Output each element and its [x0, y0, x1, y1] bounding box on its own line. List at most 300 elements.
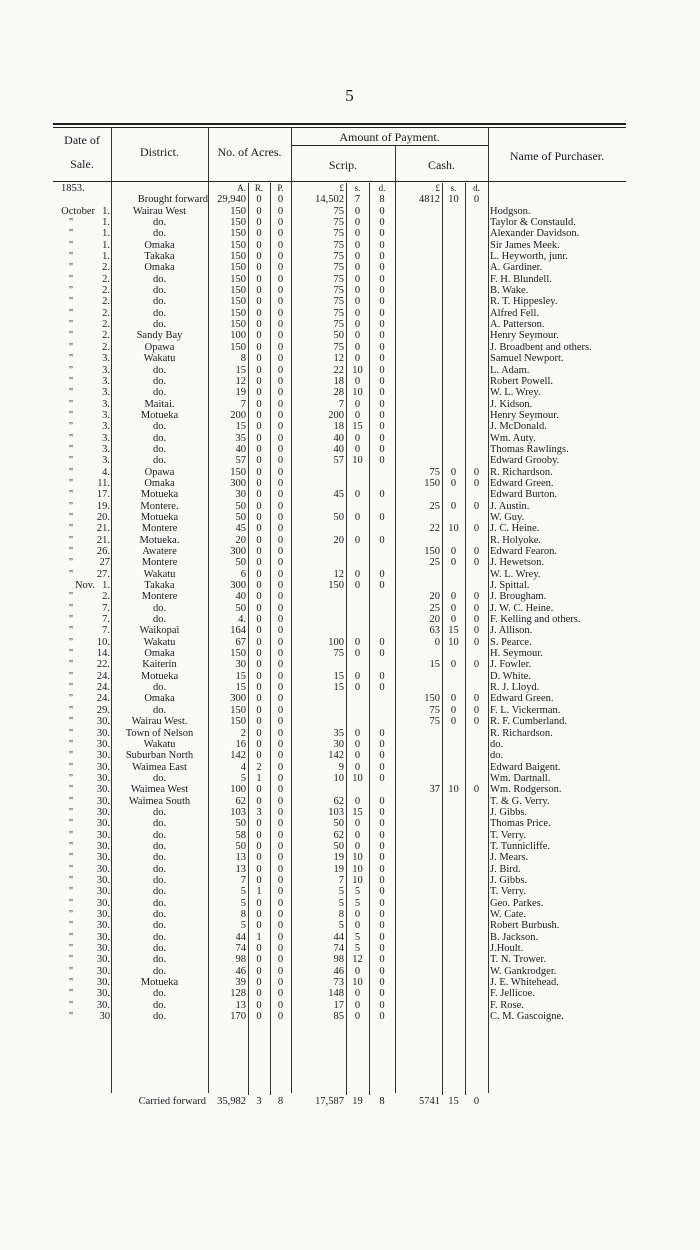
day-cell: 4.	[102, 466, 110, 478]
month-cell: "	[68, 534, 74, 546]
scrip-shillings-cell: 0	[354, 965, 361, 977]
scrip-pounds-cell: 75	[333, 217, 344, 229]
cash-pence-cell: 0	[473, 194, 480, 206]
scrip-shillings-cell: 0	[354, 568, 361, 580]
cash-pounds-cell: 20	[429, 591, 440, 603]
scrip-pence-cell: 0	[379, 1011, 385, 1023]
roods-cell: 0	[256, 1011, 262, 1023]
cash-leader-dots	[397, 376, 486, 387]
purchaser-cell: J. E. Whitehead.	[490, 977, 559, 989]
cash-pence-cell: 0	[473, 716, 480, 728]
perches-cell: 0	[277, 353, 284, 365]
district-cell: Omaka	[144, 239, 175, 251]
roods-cell: 0	[256, 727, 262, 739]
scrip-shillings-cell: 0	[354, 262, 361, 274]
acres-cell: 15	[235, 421, 246, 433]
acres-cell: 62	[235, 795, 246, 807]
acres-cell: 150	[230, 285, 246, 297]
perches-cell: 0	[277, 909, 284, 920]
roods-cell: 0	[256, 648, 262, 660]
day-cell: 30.	[96, 840, 110, 852]
month-cell: "	[68, 920, 74, 932]
perches-cell: 0	[277, 375, 284, 387]
scrip-pounds-cell: 148	[328, 988, 344, 1000]
ledger-row	[53, 682, 626, 693]
day-cell: 1.	[102, 239, 110, 251]
ledger-row	[53, 637, 626, 648]
scrip-pounds-cell: 30	[333, 738, 344, 750]
district-cell: Brought forward	[137, 194, 208, 206]
day-cell: 30.	[96, 965, 110, 977]
scrip-pounds-cell: 40	[333, 443, 344, 455]
acres-cell: 40	[235, 591, 246, 603]
district-cell: do.	[152, 704, 167, 716]
roods-cell: 0	[256, 375, 262, 387]
district-cell: do.	[152, 954, 167, 966]
cash-leader-dots	[397, 1011, 486, 1022]
perches-cell: 0	[277, 738, 284, 750]
month-cell: "	[68, 795, 74, 807]
month-cell: "	[68, 977, 74, 989]
month-cell: "	[68, 466, 74, 478]
roods-cell: 0	[256, 670, 262, 682]
scrip-pounds-cell: 50	[333, 330, 344, 342]
acres-cell: 5	[240, 897, 246, 909]
scrip-pounds-cell: 50	[333, 511, 344, 523]
cash-shillings-cell: 0	[450, 546, 457, 557]
month-cell: "	[68, 477, 74, 489]
cash-leader-dots	[397, 330, 486, 341]
roods-cell: 0	[256, 307, 262, 319]
cash-shillings-cell: 10	[448, 523, 459, 535]
ledger-row	[53, 308, 626, 319]
month-cell: "	[68, 239, 74, 251]
month-cell: "	[68, 217, 74, 229]
scrip-shillings-cell: 5	[354, 886, 361, 898]
district-cell: Maitai.	[144, 398, 175, 410]
district-cell: do.	[152, 1011, 167, 1023]
day-cell: 30.	[96, 795, 110, 807]
day-cell: 24.	[96, 682, 110, 694]
purchaser-cell: do.	[490, 738, 504, 750]
purchaser-cell: F. Rose.	[490, 999, 524, 1011]
roods-cell: 0	[256, 943, 262, 955]
purchaser-cell: Alfred Fell.	[490, 307, 539, 319]
purchaser-cell: T. N. Trower.	[490, 954, 547, 966]
month-cell: "	[68, 262, 74, 274]
purchaser-cell: Wm. Rodgerson.	[490, 784, 562, 796]
acres-cell: 6	[240, 568, 246, 580]
scrip-pounds-cell: 7	[338, 874, 344, 886]
month-cell: "	[68, 784, 74, 796]
scrip-leader-dots	[293, 501, 393, 512]
scrip-pence-cell: 0	[379, 954, 385, 966]
day-cell: 7.	[102, 625, 110, 637]
purchaser-cell: J. McDonald.	[490, 421, 547, 433]
ledger-row	[53, 251, 626, 262]
district-cell: do.	[152, 387, 167, 399]
scrip-pence-cell: 0	[379, 375, 385, 387]
ledger-row	[53, 625, 626, 636]
scrip-pounds-cell: 75	[333, 296, 344, 308]
acres-cell: 150	[230, 466, 246, 478]
scrip-shillings-cell: 0	[354, 330, 361, 342]
month-cell: "	[68, 273, 74, 285]
acres-cell: 7	[240, 874, 246, 886]
cash-leader-dots	[397, 489, 486, 500]
purchaser-cell: W. Cate.	[490, 909, 527, 920]
purchaser-cell: Samuel Newport.	[490, 353, 564, 365]
scrip-shillings-cell: 0	[354, 432, 361, 444]
scrip-shillings-cell: 10	[352, 852, 363, 864]
roods-cell: 0	[256, 443, 262, 455]
district-cell: Montere	[141, 523, 178, 535]
roods-cell: 0	[256, 818, 262, 830]
scrip-shillings-cell: 0	[354, 534, 361, 546]
scrip-pence-cell: 0	[379, 511, 385, 523]
district-cell: do.	[152, 806, 167, 818]
scrip-shillings-cell: 0	[354, 988, 361, 1000]
scrip-pounds-cell: 75	[333, 228, 344, 240]
month-cell: "	[68, 319, 74, 331]
cash-leader-dots	[397, 909, 486, 920]
scrip-pence-cell: 0	[379, 840, 385, 852]
perches-cell: 0	[277, 387, 284, 399]
ledger-row	[53, 830, 626, 841]
perches-cell: 0	[277, 772, 284, 784]
month-cell: "	[68, 772, 74, 784]
day-cell: 24.	[96, 693, 110, 705]
roods-cell: 0	[256, 977, 262, 989]
day-cell: 21.	[96, 534, 110, 546]
scrip-pounds-cell: 75	[333, 319, 344, 331]
cash-leader-dots	[397, 682, 486, 693]
scrip-shillings-cell: 10	[352, 977, 363, 989]
payment-subheader-rule	[291, 145, 488, 146]
scrip-shillings-cell: 0	[354, 636, 361, 648]
roods-cell: 0	[256, 614, 262, 626]
acres-cell: 7	[240, 398, 246, 410]
scrip-pounds-cell: 17	[333, 999, 344, 1011]
perches-cell: 0	[277, 409, 284, 421]
roods-cell: 0	[256, 364, 262, 376]
scrip-shillings-cell: 0	[354, 239, 361, 251]
day-cell: 30.	[96, 886, 110, 898]
day-cell: 29.	[96, 704, 110, 716]
purchaser-cell: Taylor & Constauld.	[490, 217, 576, 229]
month-cell: "	[68, 568, 74, 580]
scrip-pence-cell: 0	[379, 387, 385, 399]
ledger-row	[53, 206, 626, 217]
scrip-shillings-cell: 0	[354, 251, 361, 263]
district-cell: Omaka	[144, 648, 175, 660]
purchaser-cell: Robert Powell.	[490, 375, 553, 387]
cash-pence-cell: 0	[473, 477, 480, 489]
ledger-row	[53, 796, 626, 807]
district-cell: Wairau West.	[131, 716, 188, 728]
day-cell: 30.	[96, 806, 110, 818]
cash-shillings-cell: 10	[448, 194, 459, 206]
scrip-shillings-cell: 10	[352, 772, 363, 784]
scrip-shillings-cell: 0	[354, 296, 361, 308]
day-cell: 30.	[96, 954, 110, 966]
scrip-shillings-cell: 0	[354, 727, 361, 739]
roods-cell: 0	[256, 840, 262, 852]
district-cell: Omaka	[144, 693, 175, 705]
cash-leader-dots	[397, 444, 486, 455]
acres-cell: 46	[235, 965, 246, 977]
carried-cash-pounds: 5741	[419, 1096, 440, 1107]
acres-cell: 19	[235, 387, 246, 399]
acres-cell: 100	[230, 784, 246, 796]
scrip-shillings-cell: 0	[354, 682, 361, 694]
roods-cell: 0	[256, 795, 262, 807]
acres-cell: 50	[235, 557, 246, 569]
cash-leader-dots	[397, 274, 486, 285]
header-cash: Cash.	[428, 158, 455, 172]
cash-leader-dots	[397, 410, 486, 421]
district-cell: Omaka	[144, 477, 175, 489]
day-cell: 30.	[96, 863, 110, 875]
scrip-pounds-cell: 20	[333, 534, 344, 546]
ledger-row	[53, 762, 626, 773]
roods-cell: 0	[256, 863, 262, 875]
district-cell: Wairau West	[132, 205, 187, 217]
roods-cell: 0	[256, 738, 262, 750]
acres-cell: 300	[230, 546, 246, 557]
purchaser-cell: J. W. C. Heine.	[490, 602, 554, 614]
scrip-pounds-cell: 57	[333, 455, 344, 467]
perches-cell: 0	[277, 557, 284, 569]
roods-cell: 0	[256, 568, 262, 580]
scrip-pence-cell: 0	[379, 489, 385, 501]
scrip-pence-cell: 0	[379, 239, 385, 251]
cash-shillings-cell: 0	[450, 704, 457, 716]
day-cell: 30.	[96, 829, 110, 841]
carried-perches: 8	[277, 1096, 284, 1107]
cash-leader-dots	[397, 1000, 486, 1011]
ledger-row	[53, 365, 626, 376]
scrip-pounds-cell: 200	[328, 409, 344, 421]
ledger-row	[53, 399, 626, 410]
perches-cell: 0	[277, 852, 284, 864]
scrip-pounds-cell: 12	[333, 568, 344, 580]
district-cell: do.	[152, 988, 167, 1000]
month-cell: "	[68, 909, 74, 920]
district-cell: Sandy Bay	[136, 330, 183, 342]
roods-cell: 0	[256, 409, 262, 421]
scrip-pence-cell: 0	[379, 273, 385, 285]
scrip-pence-cell: 0	[379, 568, 385, 580]
day-cell: 30.	[96, 818, 110, 830]
roods-cell: 0	[256, 988, 262, 1000]
perches-cell: 0	[277, 704, 284, 716]
roods-cell: 0	[256, 546, 262, 557]
scrip-pounds-cell: 75	[333, 341, 344, 353]
district-cell: do.	[152, 432, 167, 444]
district-cell: Takaka	[144, 251, 175, 263]
scrip-shillings-cell: 0	[354, 1011, 361, 1023]
roods-cell: 1	[256, 931, 262, 943]
ledger-row	[53, 988, 626, 999]
scrip-pence-cell: 0	[379, 330, 385, 342]
acres-cell: 40	[235, 443, 246, 455]
acres-cell: 50	[235, 818, 246, 830]
cash-leader-dots	[397, 206, 486, 217]
scrip-pounds-cell: 12	[333, 353, 344, 365]
purchaser-cell: F. H. Blundell.	[490, 273, 552, 285]
purchaser-cell: J. Brougham.	[490, 591, 547, 603]
ledger-row	[53, 705, 626, 716]
ledger-row	[53, 1000, 626, 1011]
district-cell: do.	[152, 296, 167, 308]
carried-scrip-pounds: 17,587	[315, 1096, 344, 1107]
scrip-leader-dots	[293, 716, 393, 727]
roods-cell: 0	[256, 682, 262, 694]
ledger-row	[53, 353, 626, 364]
acres-cell: 16	[235, 738, 246, 750]
scrip-pounds-cell: 18	[333, 375, 344, 387]
acres-cell: 4	[240, 761, 246, 773]
roods-cell: 0	[256, 580, 262, 592]
acres-cell: 150	[230, 648, 246, 660]
day-cell: 20.	[96, 511, 110, 523]
roods-cell: 0	[256, 750, 262, 762]
purchaser-cell: A. Gardiner.	[490, 262, 543, 274]
scrip-pence-cell: 0	[379, 364, 385, 376]
acres-cell: 150	[230, 716, 246, 728]
roods-cell: 0	[256, 874, 262, 886]
day-cell: 30.	[96, 897, 110, 909]
acres-cell: 30	[235, 659, 246, 671]
perches-cell: 0	[277, 443, 284, 455]
acres-cell: 50	[235, 500, 246, 512]
perches-cell: 0	[277, 602, 284, 614]
day-cell: 1.	[102, 228, 110, 240]
ledger-row	[53, 262, 626, 273]
perches-cell: 0	[277, 874, 284, 886]
acres-cell: 142	[230, 750, 246, 762]
month-cell: "	[68, 693, 74, 705]
acres-cell: 150	[230, 341, 246, 353]
roods-cell: 0	[256, 716, 262, 728]
cash-leader-dots	[397, 365, 486, 376]
district-cell: Wakatu	[143, 353, 176, 365]
cash-leader-dots	[397, 648, 486, 659]
ledger-row	[53, 319, 626, 330]
cash-leader-dots	[397, 285, 486, 296]
scrip-pence-cell: 0	[379, 806, 385, 818]
day-cell: 30.	[96, 920, 110, 932]
scrip-pence-cell: 0	[379, 670, 385, 682]
scrip-pounds-cell: 35	[333, 727, 344, 739]
month-cell: "	[68, 251, 74, 263]
roods-cell: 3	[256, 806, 262, 818]
cash-leader-dots	[397, 830, 486, 841]
scrip-shillings-cell: 0	[354, 818, 361, 830]
district-cell: do.	[152, 682, 167, 694]
ledger-row	[53, 546, 626, 557]
cash-pounds-cell: 75	[429, 466, 440, 478]
ledger-row	[53, 875, 626, 886]
scrip-shillings-cell: 0	[354, 750, 361, 762]
cash-shillings-cell: 0	[450, 716, 457, 728]
purchaser-cell: J. C. Heine.	[490, 523, 540, 535]
scrip-pence-cell: 0	[379, 886, 385, 898]
roods-cell: 0	[256, 239, 262, 251]
day-cell: 30.	[96, 750, 110, 762]
scrip-pounds-cell: 10	[333, 772, 344, 784]
roods-cell: 0	[256, 341, 262, 353]
district-cell: Montere	[141, 557, 178, 569]
acres-cell: 150	[230, 228, 246, 240]
roods-cell: 2	[256, 761, 262, 773]
cash-shillings-cell: 0	[450, 591, 457, 603]
perches-cell: 0	[277, 965, 284, 977]
perches-cell: 0	[277, 500, 284, 512]
day-cell: 22.	[96, 659, 110, 671]
scrip-pounds-cell: 100	[328, 636, 344, 648]
month-cell: Nov.	[74, 580, 95, 592]
day-cell: 2.	[102, 273, 110, 285]
carried-scrip-shillings: 19	[352, 1096, 363, 1107]
scrip-pounds-cell: 7	[338, 398, 344, 410]
perches-cell: 0	[277, 750, 284, 762]
perches-cell: 0	[277, 546, 284, 557]
unit-p: P.	[277, 183, 284, 193]
district-cell: do.	[152, 319, 167, 331]
unit-l1: £	[339, 183, 344, 193]
cash-leader-dots	[397, 898, 486, 909]
roods-cell: 0	[256, 704, 262, 716]
perches-cell: 0	[277, 251, 284, 263]
scrip-leader-dots	[293, 705, 393, 716]
day-cell: 10.	[96, 636, 110, 648]
month-cell: "	[68, 591, 74, 603]
district-cell: do.	[152, 364, 167, 376]
district-cell: Waimea South	[128, 795, 191, 807]
acres-cell: 103	[230, 806, 246, 818]
cash-leader-dots	[397, 399, 486, 410]
perches-cell: 0	[277, 341, 284, 353]
purchaser-cell: J. Kidson.	[490, 398, 533, 410]
cash-pence-cell: 0	[473, 636, 480, 648]
district-cell: Wakatu	[143, 636, 176, 648]
ledger-row	[53, 977, 626, 988]
perches-cell: 0	[277, 727, 284, 739]
ledger-row	[53, 603, 626, 614]
scrip-pounds-cell: 74	[333, 943, 344, 955]
acres-cell: 150	[230, 239, 246, 251]
roods-cell: 0	[256, 228, 262, 240]
month-cell: "	[68, 432, 74, 444]
ledger-row	[53, 1011, 626, 1022]
ledger-row	[53, 501, 626, 512]
cash-pence-cell: 0	[473, 500, 480, 512]
ledger-row	[53, 784, 626, 795]
day-cell: 3.	[102, 375, 110, 387]
purchaser-cell: Edward Fearon.	[490, 546, 558, 557]
scrip-pounds-cell: 75	[333, 648, 344, 660]
scrip-pence-cell: 0	[379, 341, 385, 353]
day-cell: 7.	[102, 602, 110, 614]
cash-leader-dots	[397, 433, 486, 444]
cash-pounds-cell: 75	[429, 716, 440, 728]
cash-pence-cell: 0	[473, 523, 480, 535]
ledger-row	[53, 580, 626, 591]
roods-cell: 0	[256, 387, 262, 399]
district-cell: do.	[152, 421, 167, 433]
